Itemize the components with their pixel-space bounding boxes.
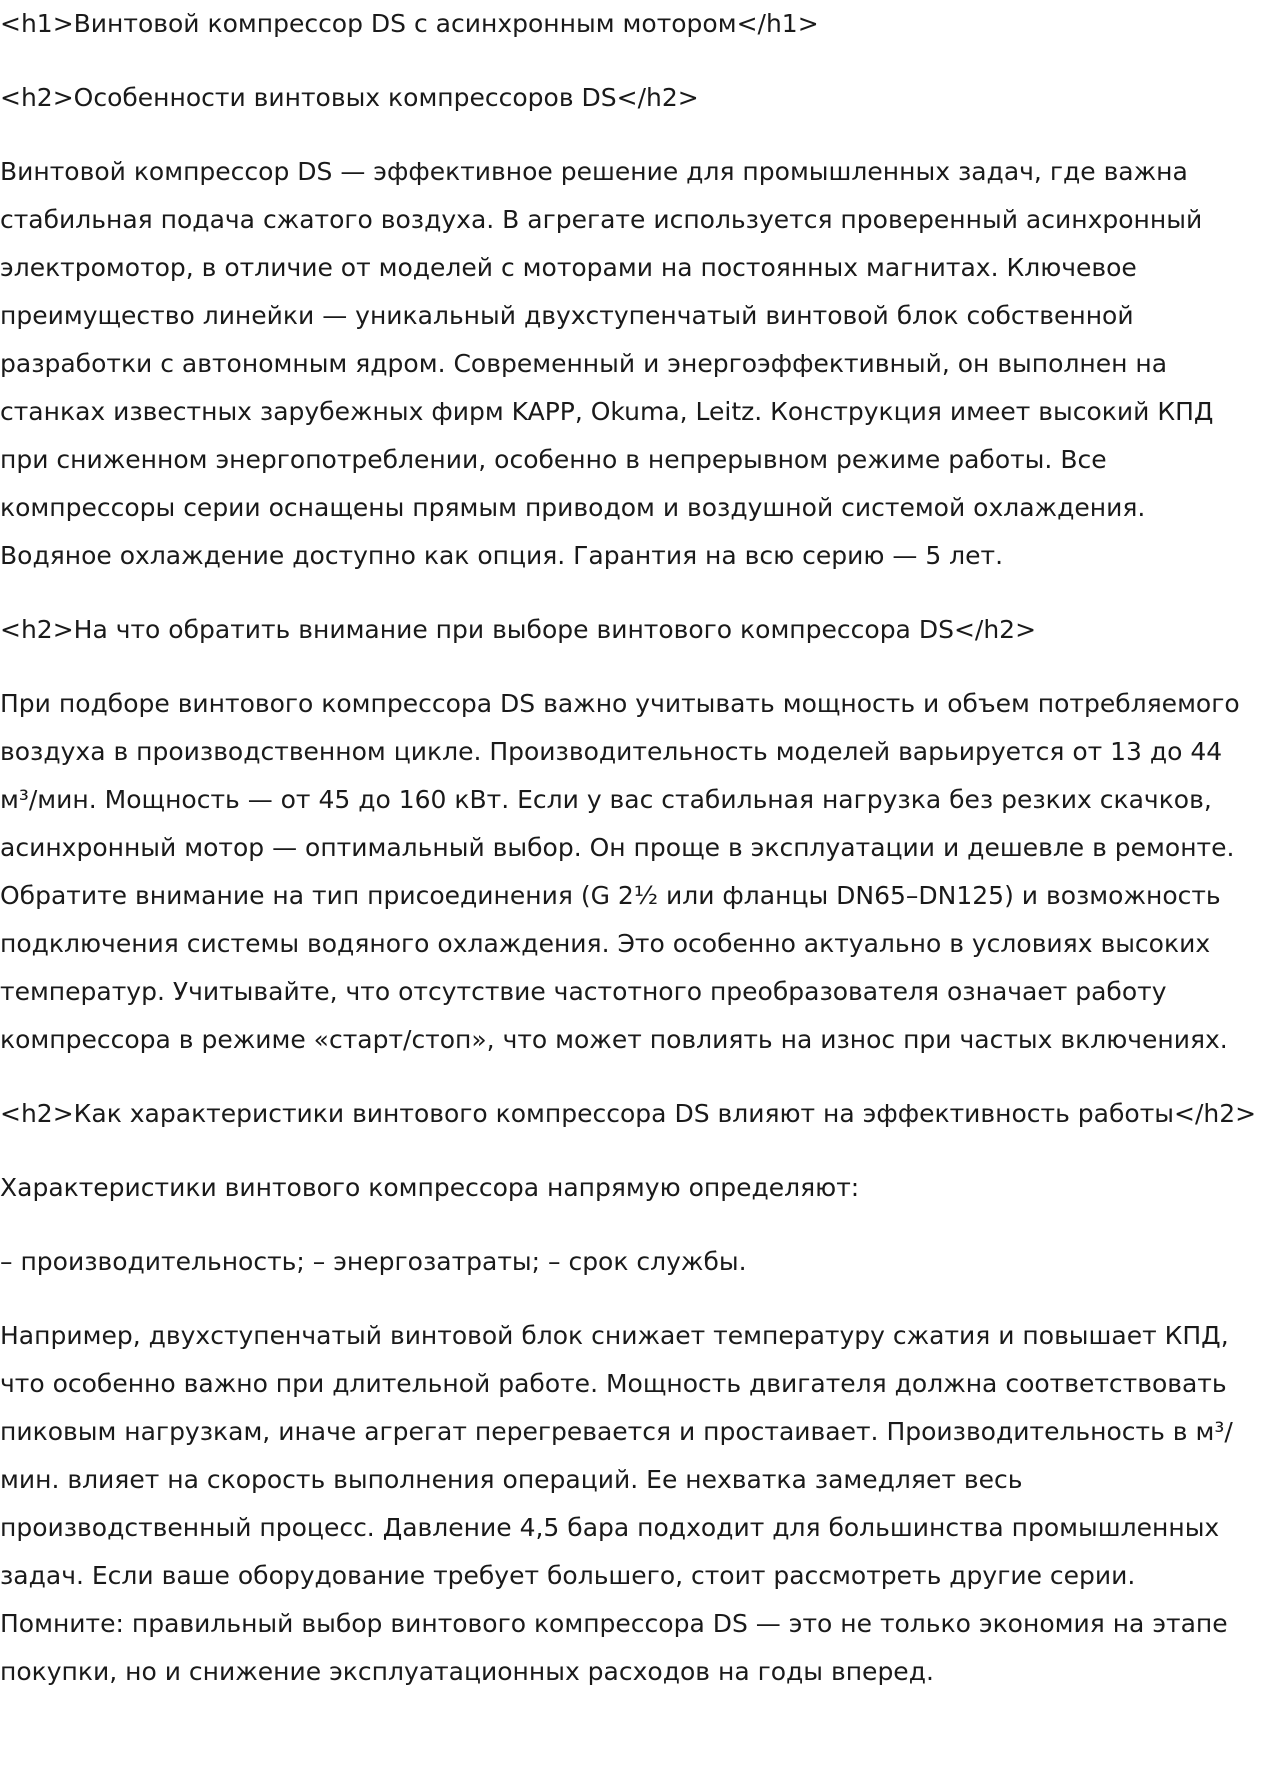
section3-paragraph: Например, двухступенчатый винтовой блок снижает температуру сжатия и повышает КПД, что особенно важно при длительной работе. Мощность двигателя должна соответствовать пиковым нагрузкам, иначе агрегат перегревается и простаивает. Производительность в м³/мин. влияет на скорость выполнения операций. Ее нехватка замедляет весь производственный процесс. Давление 4,5 бара подходит для большинства промышленных задач. Если ваше оборудование требует большего, стоит рассмотреть другие серии. Помните: правильный выбор винтового компрессора DS — это не только экономия на этапе покупки, но и снижение эксплуатационных расходов на годы вперед. [0,1321,1233,1686]
section2-heading-line: <h2>На что обратить внимание при выборе винтового компрессора DS</h2> [0,615,1037,644]
section1-heading-line: <h2>Особенности винтовых компрессоров DS</h2> [0,83,699,112]
section3-list-line: – производительность; – энергозатраты; – срок службы. [0,1247,747,1276]
section2-paragraph: При подборе винтового компрессора DS важно учитывать мощность и объем потребляемого воздуха в производственном цикле. Производительность моделей варьируется от 13 до 44 м³/мин. Мощность — от 45 до 160 кВт. Если у вас стабильная нагрузка без резких скачков, асинхронный мотор — оптимальный выбор. Он проще в эксплуатации и дешевле в ремонте. Обратите внимание на тип присоединения (G 2½ или фланцы DN65–DN125) и возможность подключения системы водяного охлаждения. Это особенно актуально в условиях высоких температур. Учитывайте, что отсутствие частотного преобразователя означает работу компрессора в режиме «старт/стоп», что может повлиять на износ при частых включениях. [0,689,1240,1054]
section3-intro: Характеристики винтового компрессора напрямую определяют: [0,1173,860,1202]
h1-source-line: <h1>Винтовой компрессор DS с асинхронным мотором</h1> [0,9,819,38]
section3-heading-line: <h2>Как характеристики винтового компрессора DS влияют на эффективность работы</h2> [0,1099,1257,1128]
section1-paragraph: Винтовой компрессор DS — эффективное решение для промышленных задач, где важна стабильная подача сжатого воздуха. В агрегате используется проверенный асинхронный электромотор, в отличие от моделей с моторами на постоянных магнитах. Ключевое преимущество линейки — уникальный двухступенчатый винтовой блок собственной разработки с автономным ядром. Современный и энергоэффективный, он выполнен на станках известных зарубежных фирм KAPP, Okuma, Leitz. Конструкция имеет высокий КПД при сниженном энергопотреблении, особенно в непрерывном режиме работы. Все компрессоры серии оснащены прямым приводом и воздушной системой охлаждения. Водяное охлаждение доступно как опция. Гарантия на всю серию — 5 лет. [0,157,1214,570]
